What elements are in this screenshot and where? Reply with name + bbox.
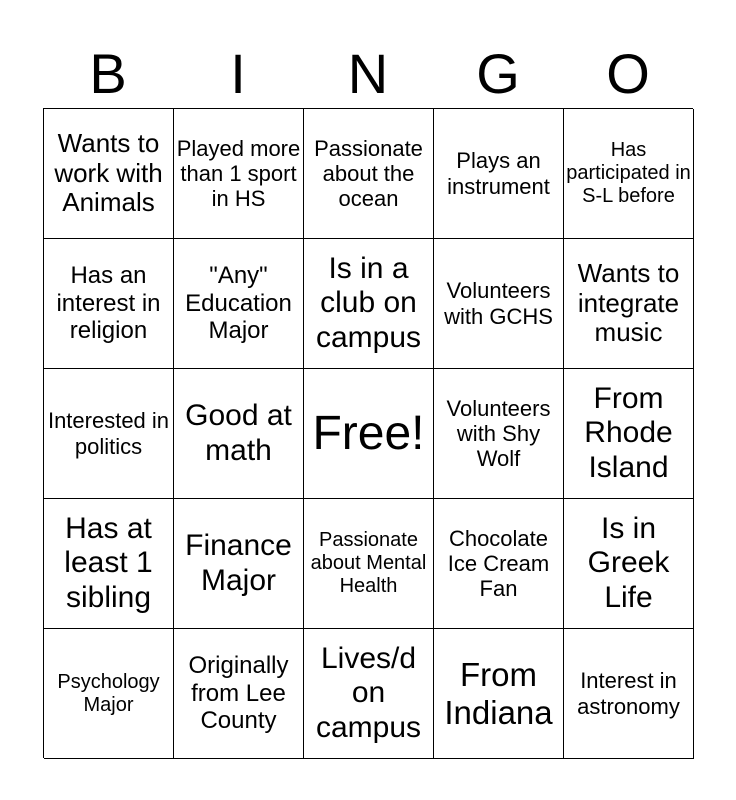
cell-text: Interested in politics: [47, 408, 170, 459]
bingo-cell[interactable]: [174, 239, 304, 369]
bingo-cell[interactable]: [174, 629, 304, 759]
cell-text: Volunteers with GCHS: [444, 278, 553, 329]
cell-text: Chocolate Ice Cream Fan: [447, 525, 550, 602]
cell-text: From Indiana: [444, 655, 553, 731]
bingo-cell[interactable]: [44, 499, 174, 629]
cell-text: Passionate about the ocean: [314, 135, 423, 212]
cell-text: Originally from Lee County: [188, 652, 289, 735]
cell-text: Has at least 1 sibling: [64, 511, 153, 614]
bingo-cell[interactable]: [434, 369, 564, 499]
bingo-header: [43, 40, 693, 108]
cell-text: Finance Major: [185, 529, 292, 597]
bingo-cell[interactable]: [44, 109, 174, 239]
header-letter-g: G: [476, 42, 520, 105]
bingo-cell[interactable]: [304, 239, 434, 369]
cell-text: Volunteers with Shy Wolf: [446, 395, 551, 472]
cell-text: From Rhode Island: [584, 381, 673, 484]
header-letter-o: O: [606, 42, 650, 105]
cell-text: "Any" Education Major: [185, 262, 292, 345]
cell-text: Free!: [312, 406, 425, 460]
bingo-cell[interactable]: [564, 629, 694, 759]
bingo-cell[interactable]: [434, 499, 564, 629]
bingo-cell[interactable]: [564, 109, 694, 239]
cell-text: Lives/d on campus: [315, 641, 422, 744]
cell-text: Wants to integrate music: [577, 257, 680, 348]
cell-text: Plays an instrument: [447, 148, 550, 199]
free-space[interactable]: [304, 369, 434, 499]
bingo-cell[interactable]: [304, 629, 434, 759]
cell-text: Is in a club on campus: [315, 251, 422, 354]
bingo-cell[interactable]: [174, 109, 304, 239]
cell-text: Passionate about Mental Health: [310, 529, 427, 597]
bingo-cell[interactable]: [174, 499, 304, 629]
bingo-cell[interactable]: [44, 369, 174, 499]
cell-text: Wants to work with Animals: [54, 127, 163, 218]
header-letter-n: N: [347, 42, 389, 105]
bingo-cell[interactable]: [434, 109, 564, 239]
bingo-cell[interactable]: [434, 239, 564, 369]
bingo-cell[interactable]: [174, 369, 304, 499]
header-letter-i: I: [230, 42, 246, 105]
cell-text: Interest in astronomy: [577, 668, 680, 719]
bingo-cell[interactable]: [564, 499, 694, 629]
bingo-cell[interactable]: [44, 629, 174, 759]
bingo-cell[interactable]: [304, 109, 434, 239]
bingo-cell[interactable]: [564, 239, 694, 369]
bingo-cell[interactable]: [434, 629, 564, 759]
cell-text: Has participated in S-L before: [566, 139, 691, 207]
cell-text: Psychology Major: [57, 670, 160, 716]
cell-text: Good at math: [185, 399, 292, 467]
header-letter-b: B: [89, 42, 127, 105]
bingo-cell[interactable]: [564, 369, 694, 499]
cell-text: Has an interest in religion: [56, 262, 161, 345]
bingo-cell[interactable]: [304, 499, 434, 629]
bingo-cell[interactable]: [44, 239, 174, 369]
bingo-board: [43, 108, 693, 758]
cell-text: Played more than 1 sport in HS: [176, 135, 301, 212]
cell-text: Is in Greek Life: [587, 511, 670, 614]
